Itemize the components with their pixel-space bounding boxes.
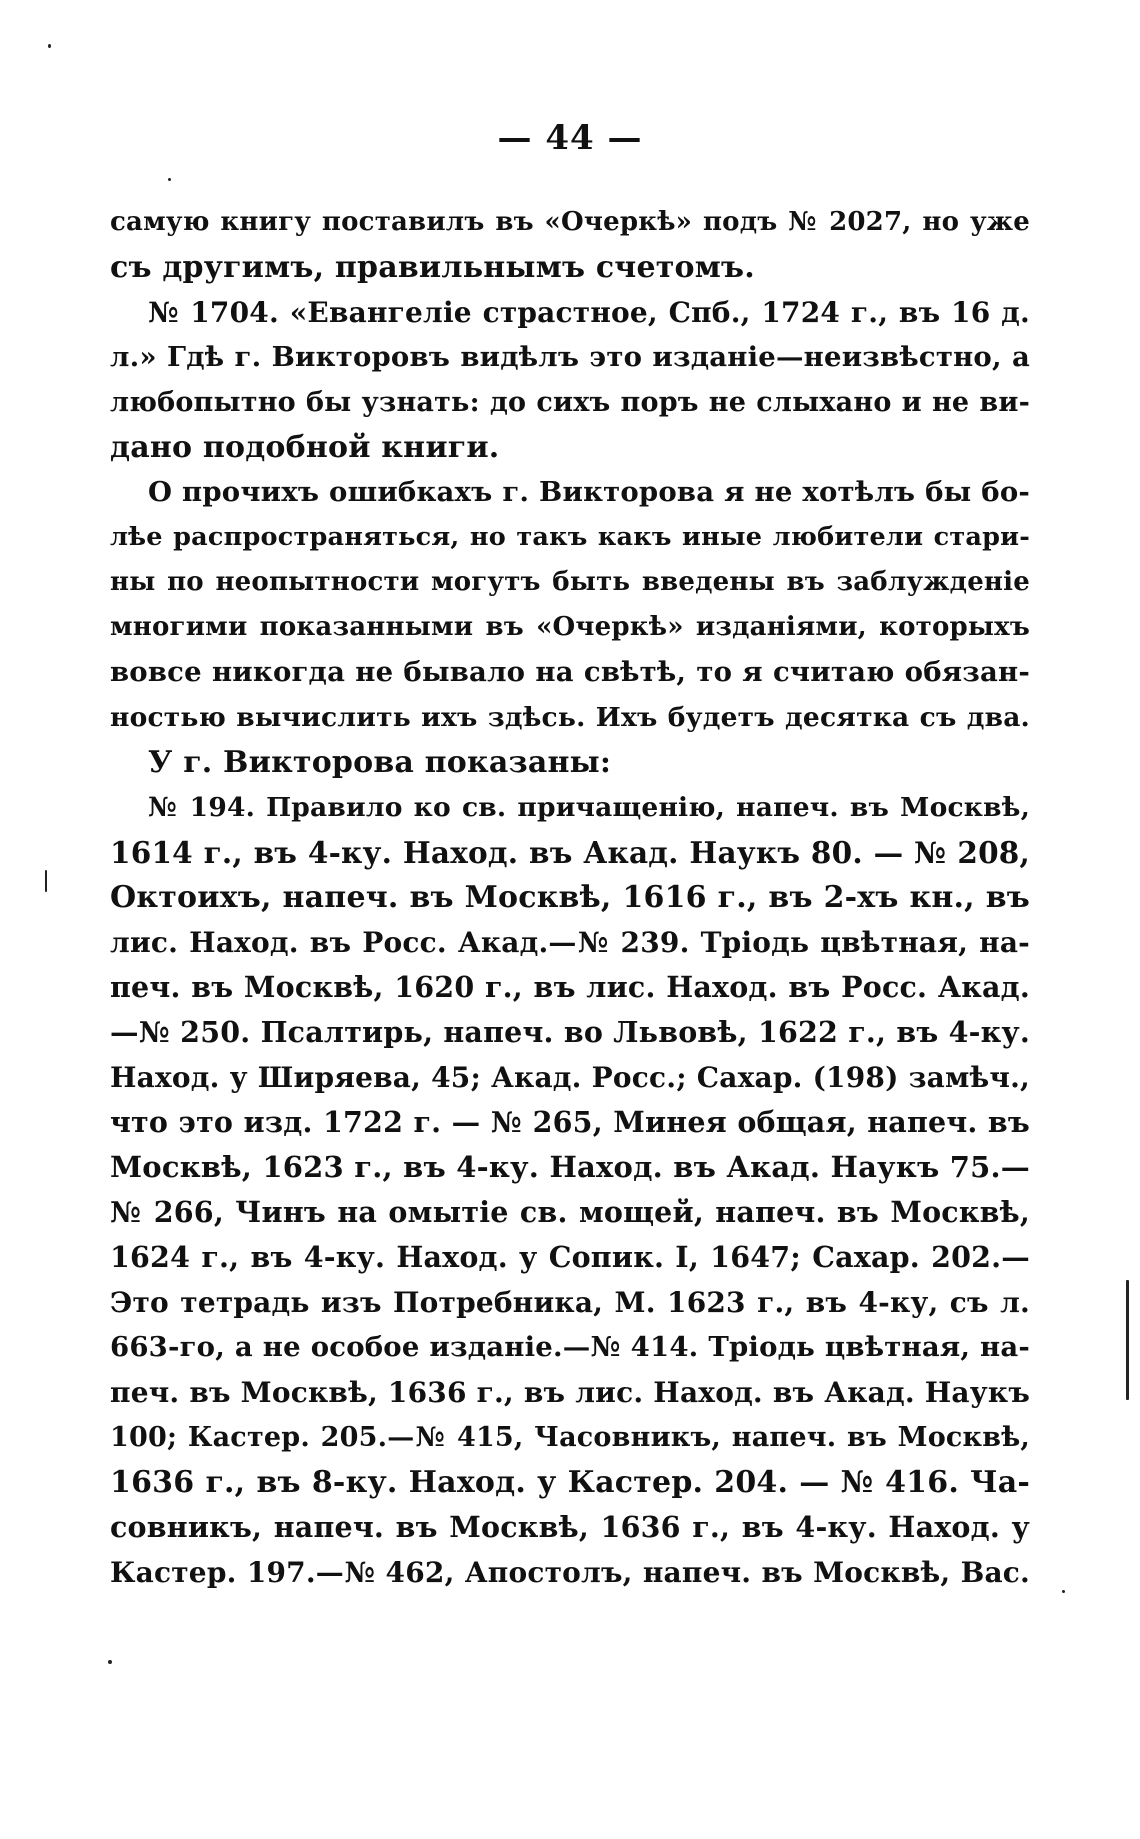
- scan-speck: [1062, 1590, 1065, 1593]
- scan-speck: [48, 44, 51, 48]
- text-line: Кастер. 197.—№ 462, Апостолъ, напеч. въ Москвѣ, Вас.: [110, 1556, 1030, 1589]
- text-line: № 1704. «Евангеліе страстное, Спб., 1724 г., въ 16 д.: [148, 296, 1030, 329]
- text-line: Наход. у Ширяева, 45; Акад. Росс.; Сахар. (198) замѣч.,: [110, 1061, 1030, 1094]
- scan-speck: [108, 1660, 112, 1664]
- text-line: самую книгу поставилъ въ «Очеркѣ» подъ № 2027, но уже: [110, 207, 1030, 237]
- text-line: что это изд. 1722 г. — № 265, Минея общая, напеч. въ: [110, 1105, 1030, 1139]
- text-line: У г. Викторова показаны:: [148, 745, 612, 780]
- text-line: многими показанными въ «Очеркѣ» изданіями, которыхъ: [110, 612, 1030, 642]
- text-line: съ другимъ, правильнымъ счетомъ.: [110, 250, 755, 285]
- text-line: № 194. Правило ко св. причащенію, напеч. въ Москвѣ,: [148, 792, 1030, 823]
- text-line: № 266, Чинъ на омытіе св. мощей, напеч. въ Москвѣ,: [110, 1195, 1030, 1229]
- text-line: —№ 250. Псалтирь, напеч. во Львовѣ, 1622 г., въ 4-ку.: [110, 1015, 1030, 1049]
- text-line: вовсе никогда не бывало на свѣтѣ, то я считаю обязан-: [110, 656, 1030, 688]
- scan-speck: [45, 870, 47, 892]
- text-line: О прочихъ ошибкахъ г. Викторова я не хотѣлъ бы бо-: [148, 476, 1030, 508]
- text-line: совникъ, напеч. въ Москвѣ, 1636 г., въ 4-ку. Наход. у: [110, 1510, 1030, 1544]
- text-line: лис. Наход. въ Росс. Акад.—№ 239. Тріодь цвѣтная, на-: [110, 926, 1030, 959]
- text-line: Октоихъ, напеч. въ Москвѣ, 1616 г., въ 2-хъ кн., въ: [110, 880, 1030, 915]
- text-line: 1624 г., въ 4-ку. Наход. у Сопик. I, 1647; Сахар. 202.—: [110, 1240, 1030, 1274]
- text-line: Москвѣ, 1623 г., въ 4-ку. Наход. въ Акад. Наукъ 75.—: [110, 1150, 1030, 1184]
- text-line: печ. въ Москвѣ, 1636 г., въ лис. Наход. въ Акад. Наукъ: [110, 1376, 1030, 1409]
- text-line: лѣе распространяться, но такъ какъ иные любители стари-: [110, 522, 1030, 552]
- page-number: — 44 —: [497, 118, 643, 158]
- text-line: ны по неопытности могутъ быть введены въ заблужденіе: [110, 567, 1030, 597]
- text-line: любопытно бы узнать: до сихъ поръ не слыхано и не ви-: [110, 387, 1030, 418]
- body-text: [110, 200, 1030, 1595]
- text-line: Это тетрадь изъ Потребника, М. 1623 г., въ 4-ку, съ л.: [110, 1286, 1030, 1319]
- text-line: ностью вычислить ихъ здѣсь. Ихъ будетъ десятка съ два.: [110, 702, 1030, 733]
- scan-speck: [1126, 1280, 1129, 1400]
- text-line: дано подобной книги.: [110, 430, 500, 465]
- text-line: 1614 г., въ 4-ку. Наход. въ Акад. Наукъ 80. — № 208,: [110, 835, 1030, 870]
- text-line: 1636 г., въ 8-ку. Наход. у Кастер. 204. — № 416. Ча-: [110, 1465, 1030, 1500]
- text-line: печ. въ Москвѣ, 1620 г., въ лис. Наход. въ Росс. Акад.: [110, 970, 1030, 1004]
- text-line: 100; Кастер. 205.—№ 415, Часовникъ, напеч. въ Москвѣ,: [110, 1422, 1030, 1453]
- scan-speck: [168, 178, 171, 181]
- text-line: л.» Гдѣ г. Викторовъ видѣлъ это изданіе—неизвѣстно, а: [110, 341, 1030, 373]
- text-line: 663-го, а не особое изданіе.—№ 414. Тріодь цвѣтная, на-: [110, 1331, 1030, 1363]
